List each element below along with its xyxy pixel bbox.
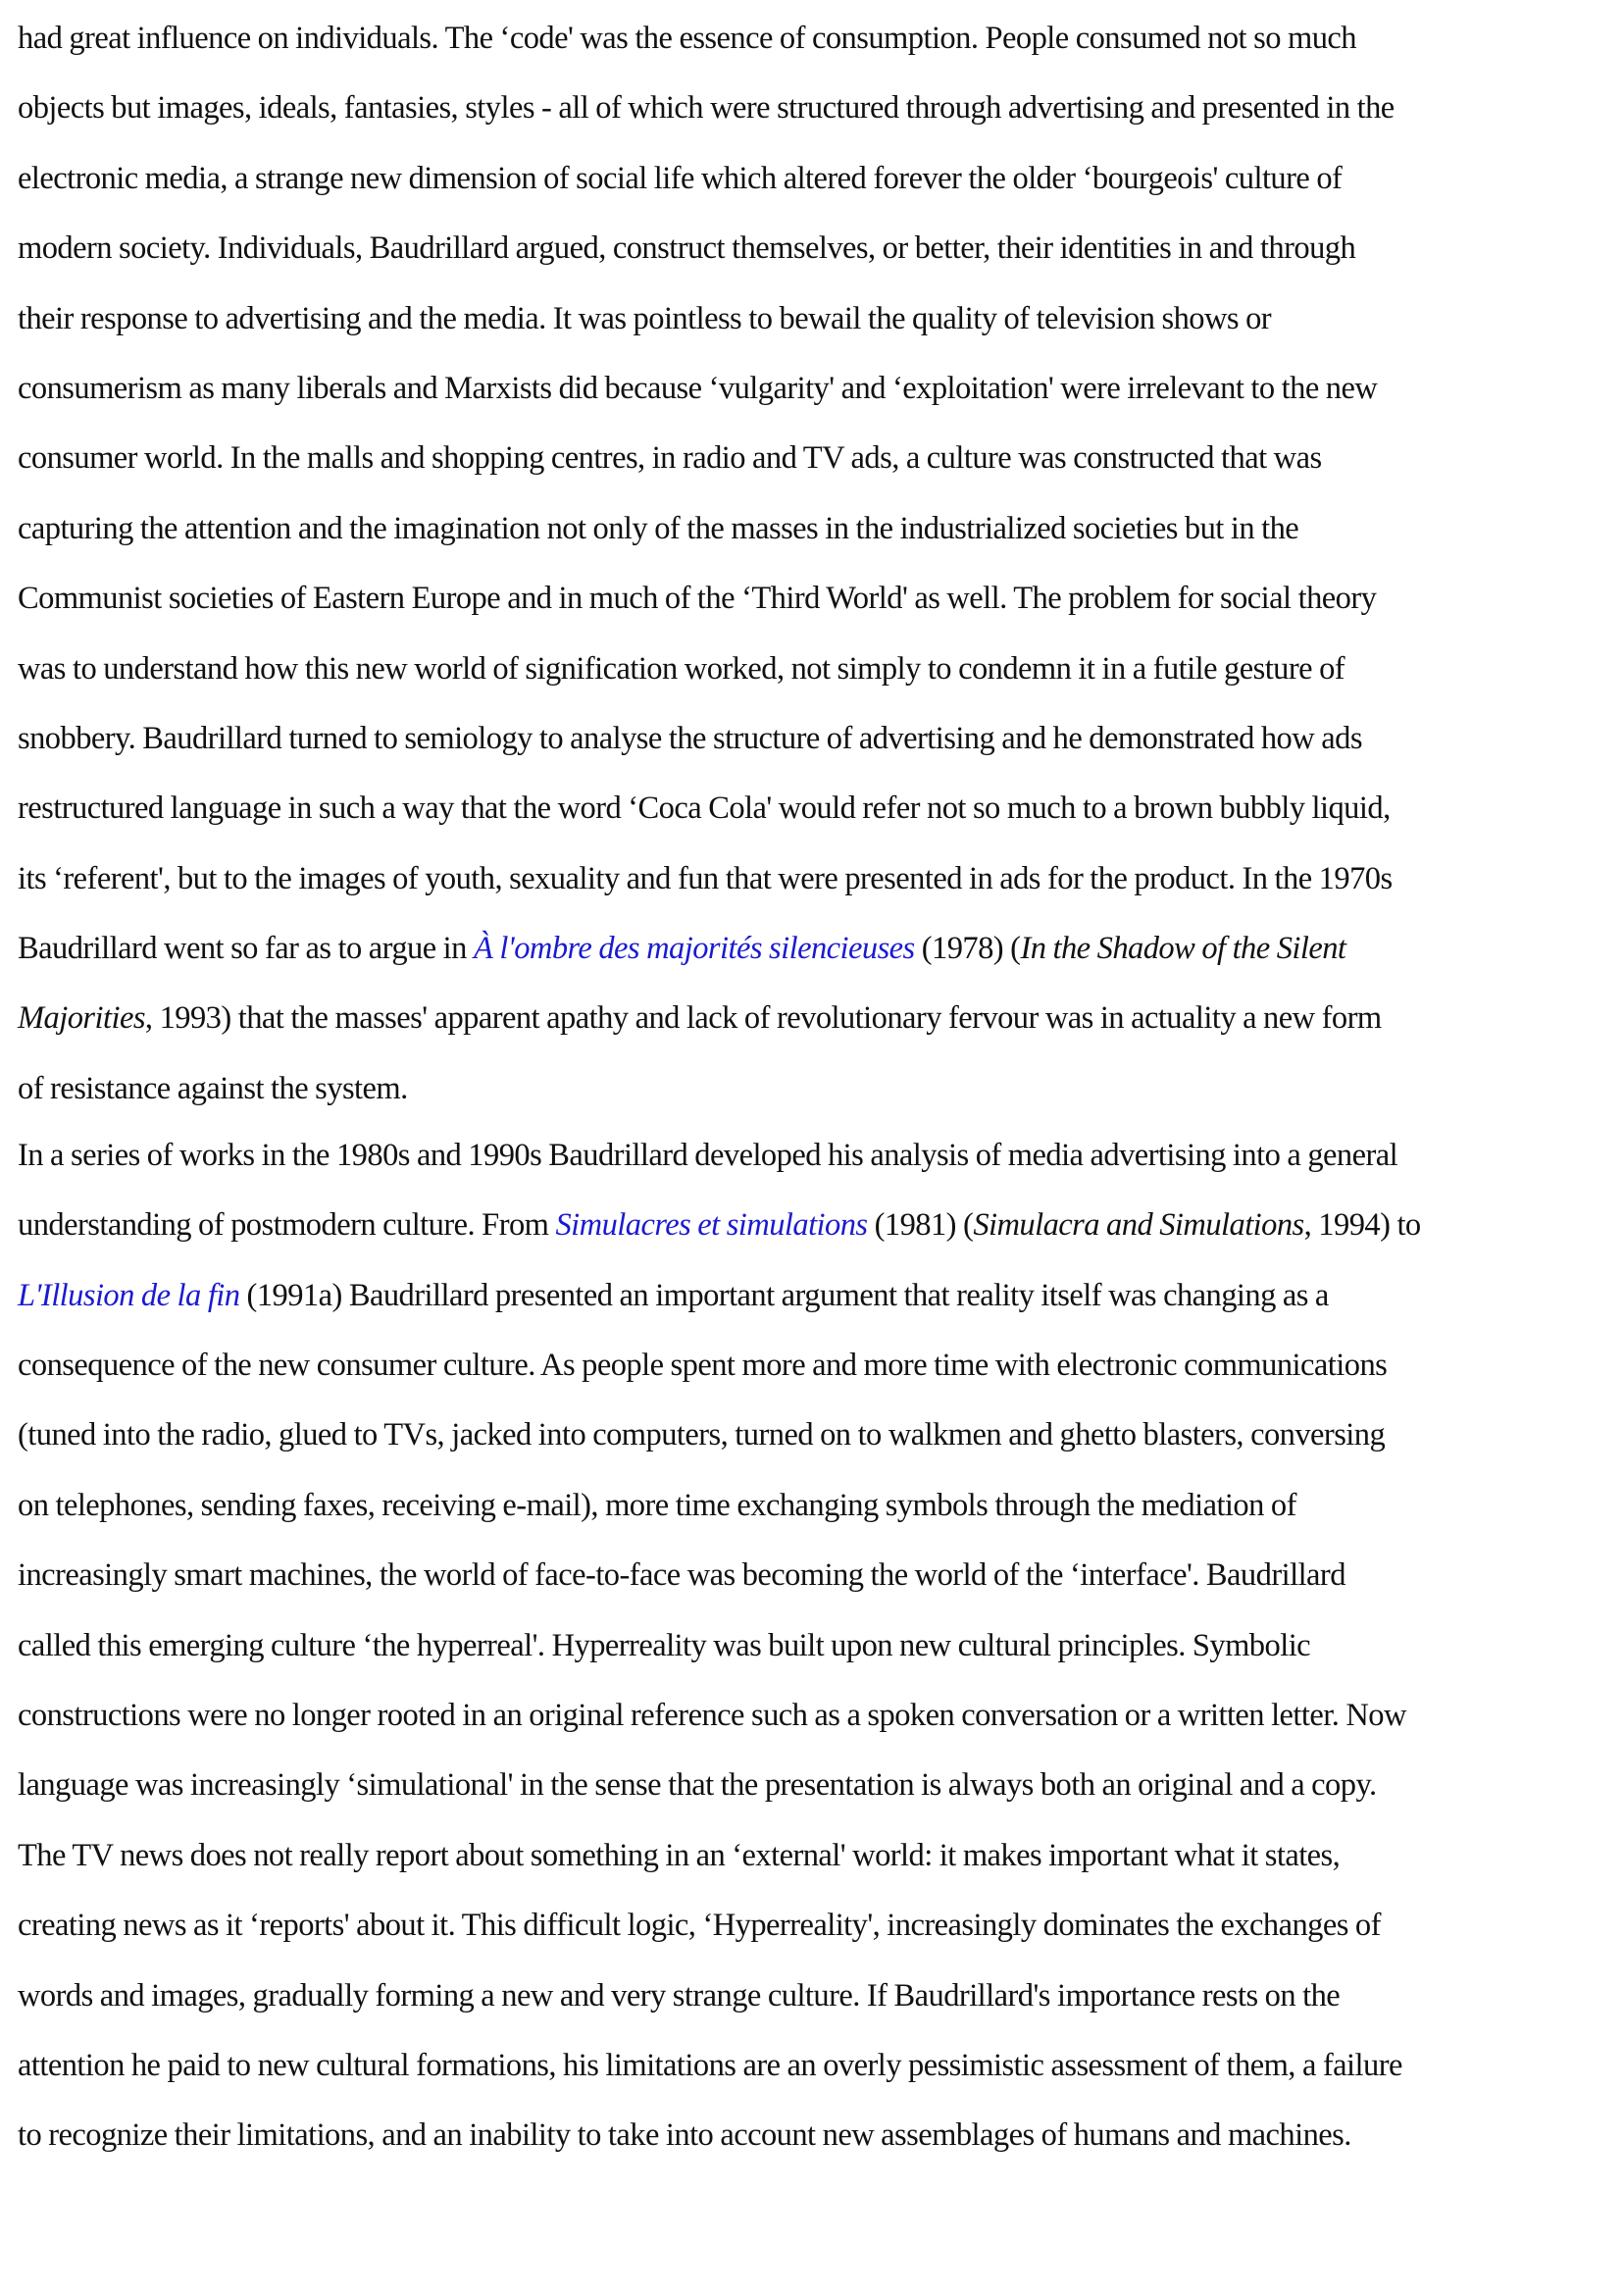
text-line: capturing the attention and the imagination not only of the masses in the industrialized societies but in the [18,510,1299,546]
text-line: (tuned into the radio, glued to TVs, jacked into computers, turned on to walkmen and ghetto blasters, conversing [18,1417,1386,1453]
text-line: consumer world. In the malls and shopping centres, in radio and TV ads, a culture was constructed that was [18,440,1322,477]
text-line [18,924,1606,994]
text-line: increasingly smart machines, the world of face-to-face was becoming the world of the ‘interface'. Baudrillard [18,1557,1345,1594]
paragraph-1 [18,14,1606,1131]
text-line: called this emerging culture ‘the hyperreal'. Hyperreality was built upon new cultural principles. Symbolic [18,1627,1311,1663]
text-line: The TV news does not really report about something in an ‘external' world: it makes important what it states, [18,1837,1341,1873]
text-line: on telephones, sending faxes, receiving e-mail), more time exchanging symbols through the mediation of [18,1487,1296,1523]
text-run: , 1993) that the masses' apparent apathy and lack of revolutionary fervour was in actuality a new form [144,1000,1382,1037]
text-line: attention he paid to new cultural formations, his limitations are an overly pessimistic assessment of them, a failure [18,2047,1402,2083]
text-line: language was increasingly ‘simulational' in the sense that the presentation is always both an original and a copy. [18,1767,1377,1804]
text-line: was to understand how this new world of signification worked, not simply to condemn it in a futile gesture of [18,650,1345,687]
text-line: had great influence on individuals. The ‘code' was the essence of consumption. People consumed not so much [18,21,1356,56]
text-run: , 1994) to [1303,1207,1421,1244]
text-run: (1978) ( [914,931,1021,967]
italic-title: Majorities [18,1000,145,1037]
text-line [18,994,1606,1063]
text-line: creating news as it ‘reports' about it. This difficult logic, ‘Hyperreality', increasingly dominates the exchanges of [18,1908,1381,1944]
text-line: snobbery. Baudrillard turned to semiology to analyse the structure of advertising and he demonstrated how ads [18,720,1362,756]
text-line: modern society. Individuals, Baudrillard argued, construct themselves, or better, their identities in and through [18,230,1356,267]
text-run: Baudrillard went so far as to argue in [18,931,474,967]
text-line: constructions were no longer rooted in an original reference such as a spoken conversation or a written letter. Now [18,1697,1406,1733]
link-ombre-des-majorites[interactable]: À l'ombre des majorités silencieuses [473,931,915,967]
link-illusion-de-la-fin[interactable]: L'Illusion de la fin [18,1277,240,1313]
document-page [18,14,1606,2181]
italic-title: Simulacra and Simulations [973,1207,1304,1244]
italic-title: In the Shadow of the Silent [1020,931,1346,967]
text-run: (1981) ( [867,1207,974,1244]
paragraph-2 [18,1131,1606,2181]
text-line: objects but images, ideals, fantasies, styles - all of which were structured through advertising and presented in the [18,90,1395,127]
text-line: its ‘referent', but to the images of youth, sexuality and fun that were presented in ads for the product. In the 1970s [18,860,1393,896]
text-line: electronic media, a strange new dimension of social life which altered forever the older ‘bourgeois' culture of [18,160,1343,196]
link-simulacres-et-simulations[interactable]: Simulacres et simulations [555,1207,868,1244]
text-line: In a series of works in the 1980s and 1990s Baudrillard developed his analysis of media advertising into a general [18,1137,1398,1173]
text-line: restructured language in such a way that the word ‘Coca Cola' would refer not so much to a brown bubbly liquid, [18,790,1391,827]
text-line: to recognize their limitations, and an inability to take into account new assemblages of humans and machines. [18,2117,1351,2154]
text-run: understanding of postmodern culture. From [18,1207,556,1244]
text-line: their response to advertising and the media. It was pointless to bewail the quality of television shows or [18,300,1272,336]
text-line: of resistance against the system. [18,1070,408,1106]
text-line [18,1200,1606,1270]
text-run: (1991a) Baudrillard presented an important argument that reality itself was changing as a [239,1277,1329,1313]
text-line: Communist societies of Eastern Europe and in much of the ‘Third World' as well. The problem for social theory [18,581,1377,617]
text-line: consumerism as many liberals and Marxists did because ‘vulgarity' and ‘exploitation' were irrelevant to the new [18,370,1378,406]
text-line: consequence of the new consumer culture. As people spent more and more time with electronic communications [18,1348,1388,1384]
text-line: words and images, gradually forming a new and very strange culture. If Baudrillard's importance rests on the [18,1977,1341,2014]
text-line [18,1271,1606,1341]
